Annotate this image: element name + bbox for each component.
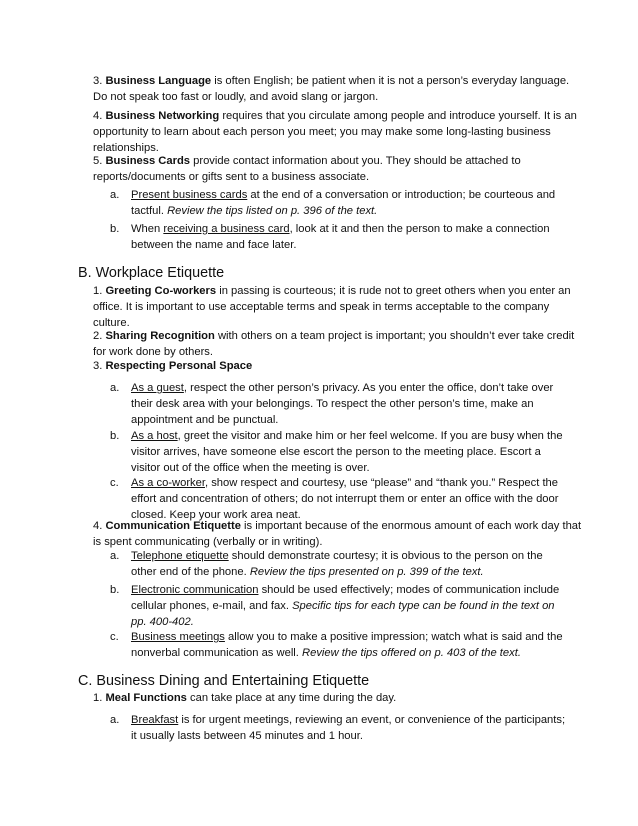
item-text: can take place at any time during the day.	[186, 692, 397, 704]
subitem-reference: Review the tips offered on p. 403 of the text.	[302, 647, 521, 659]
section-heading-workplace-etiquette: B. Workplace Etiquette	[78, 265, 225, 281]
subitem-text: , show respect and courtesy, use “please” and “thank you.” Respect the effort and concentration of others; do not interrupt them or enter an office with the door closed. Keep your work area neat.	[131, 477, 559, 521]
list-marker: c.	[110, 477, 119, 489]
item-text: is often English; be patient when it is not a person’s everyday language. Do not speak too fast or loudly, and avoid slang or jargon.	[93, 75, 570, 103]
subitem-term: Telephone etiquette	[131, 550, 229, 562]
subitem-reference: Review the tips presented on p. 399 of the text.	[249, 566, 484, 578]
subitem-text: , respect the other person’s privacy. As you enter the office, don’t take over their desk area with your belongings. To respect the other person’s time, make an appointment and be punctual.	[131, 382, 554, 426]
item-term: Greeting Co-workers	[105, 285, 217, 297]
list-marker: a.	[110, 189, 120, 201]
item-text: with others on a team project is important; you shouldn’t ever take credit for work done by others.	[93, 330, 575, 358]
item-communication-etiquette	[93, 518, 583, 550]
item-text: provide contact information about you. They should be attached to reports/documents or gifts sent to a business associate.	[93, 155, 521, 183]
subitem-term: As a host	[131, 430, 178, 442]
subitem-text: , greet the visitor and make him or her feel welcome. If you are busy when the visitor arrives, have someone else escort the person to the meeting place. Escort a visitor out of the office when the meeting is over.	[131, 430, 563, 474]
item-number: 2.	[93, 330, 106, 342]
list-marker: a.	[110, 714, 120, 726]
subitem-electronic-communication	[131, 582, 571, 630]
item-number: 3.	[93, 75, 106, 87]
subitem-telephone-etiquette	[131, 548, 571, 580]
subitem-text: , look at it and then the person to make a connection between the name and face later.	[131, 223, 550, 251]
item-sharing-recognition	[93, 328, 583, 360]
subitem-as-coworker	[131, 475, 571, 523]
list-marker: c.	[110, 631, 119, 643]
item-text: is important because of the enormous amount of each work day that is spent communicating (verbally or in writing).	[93, 520, 582, 548]
subitem-term: Present business cards	[131, 189, 248, 201]
item-term: Business Networking	[105, 110, 220, 122]
item-business-networking	[93, 108, 583, 156]
subitem-text: is for urgent meetings, reviewing an event, or convenience of the participants; it usually lasts between 45 minutes and 1 hour.	[131, 714, 566, 742]
subitem-receiving-card	[131, 221, 571, 253]
item-greeting-coworkers	[93, 283, 583, 331]
subitem-present-cards	[131, 187, 571, 219]
item-number: 4.	[93, 110, 106, 122]
item-number: 1.	[93, 285, 106, 297]
item-business-language	[93, 73, 583, 105]
subitem-as-guest	[131, 380, 571, 428]
subitem-text: should demonstrate courtesy; it is obvious to the person on the other end of the phone.	[131, 550, 543, 578]
item-meal-functions	[93, 690, 583, 706]
subitem-reference: Specific tips for each type can be found in the text on pp. 400-402.	[131, 600, 555, 628]
item-term: Respecting Personal Space	[105, 360, 253, 372]
item-term: Meal Functions	[105, 692, 187, 704]
subitem-text: should be used effectively; modes of communication include cellular phones, e-mail, and fax.	[131, 584, 560, 612]
subitem-term: Business meetings	[131, 631, 225, 643]
subitem-text: allow you to make a positive impression; watch what is said and the nonverbal communication as well.	[131, 631, 563, 659]
subitem-reference: Review the tips listed on p. 396 of the text.	[167, 205, 378, 217]
item-number: 4.	[93, 520, 106, 532]
item-term: Sharing Recognition	[105, 330, 215, 342]
list-marker: a.	[110, 550, 120, 562]
subitem-text: at the end of a conversation or introduction; be courteous and tactful.	[131, 189, 556, 217]
item-text: requires that you circulate among people and introduce yourself. It is an opportunity to learn about each person you meet; you may make some long-lasting business relationships.	[93, 110, 577, 154]
section-heading-dining-etiquette: C. Business Dining and Entertaining Etiquette	[78, 673, 370, 689]
list-marker: b.	[110, 430, 120, 442]
item-business-cards	[93, 153, 583, 185]
item-number: 3.	[93, 360, 106, 372]
subitem-term: receiving a business card	[163, 223, 290, 235]
subitem-term: Electronic communication	[131, 584, 259, 596]
subitem-business-meetings	[131, 629, 571, 661]
item-personal-space	[93, 358, 583, 374]
subitem-as-host	[131, 428, 571, 476]
list-marker: b.	[110, 584, 120, 596]
item-term: Business Language	[105, 75, 212, 87]
subitem-breakfast	[131, 712, 571, 744]
subitem-term: As a guest	[131, 382, 184, 394]
subitem-lead: When	[131, 223, 164, 235]
subitem-term: As a co-worker	[131, 477, 205, 489]
item-text: in passing is courteous; it is rude not to greet others when you enter an office. It is important to use acceptable terms and speak in terms acceptable to the company culture.	[93, 285, 571, 329]
item-term: Business Cards	[105, 155, 191, 167]
list-marker: a.	[110, 382, 120, 394]
list-marker: b.	[110, 223, 120, 235]
item-number: 5.	[93, 155, 106, 167]
subitem-term: Breakfast	[131, 714, 179, 726]
item-term: Communication Etiquette	[105, 520, 241, 532]
item-number: 1.	[93, 692, 106, 704]
